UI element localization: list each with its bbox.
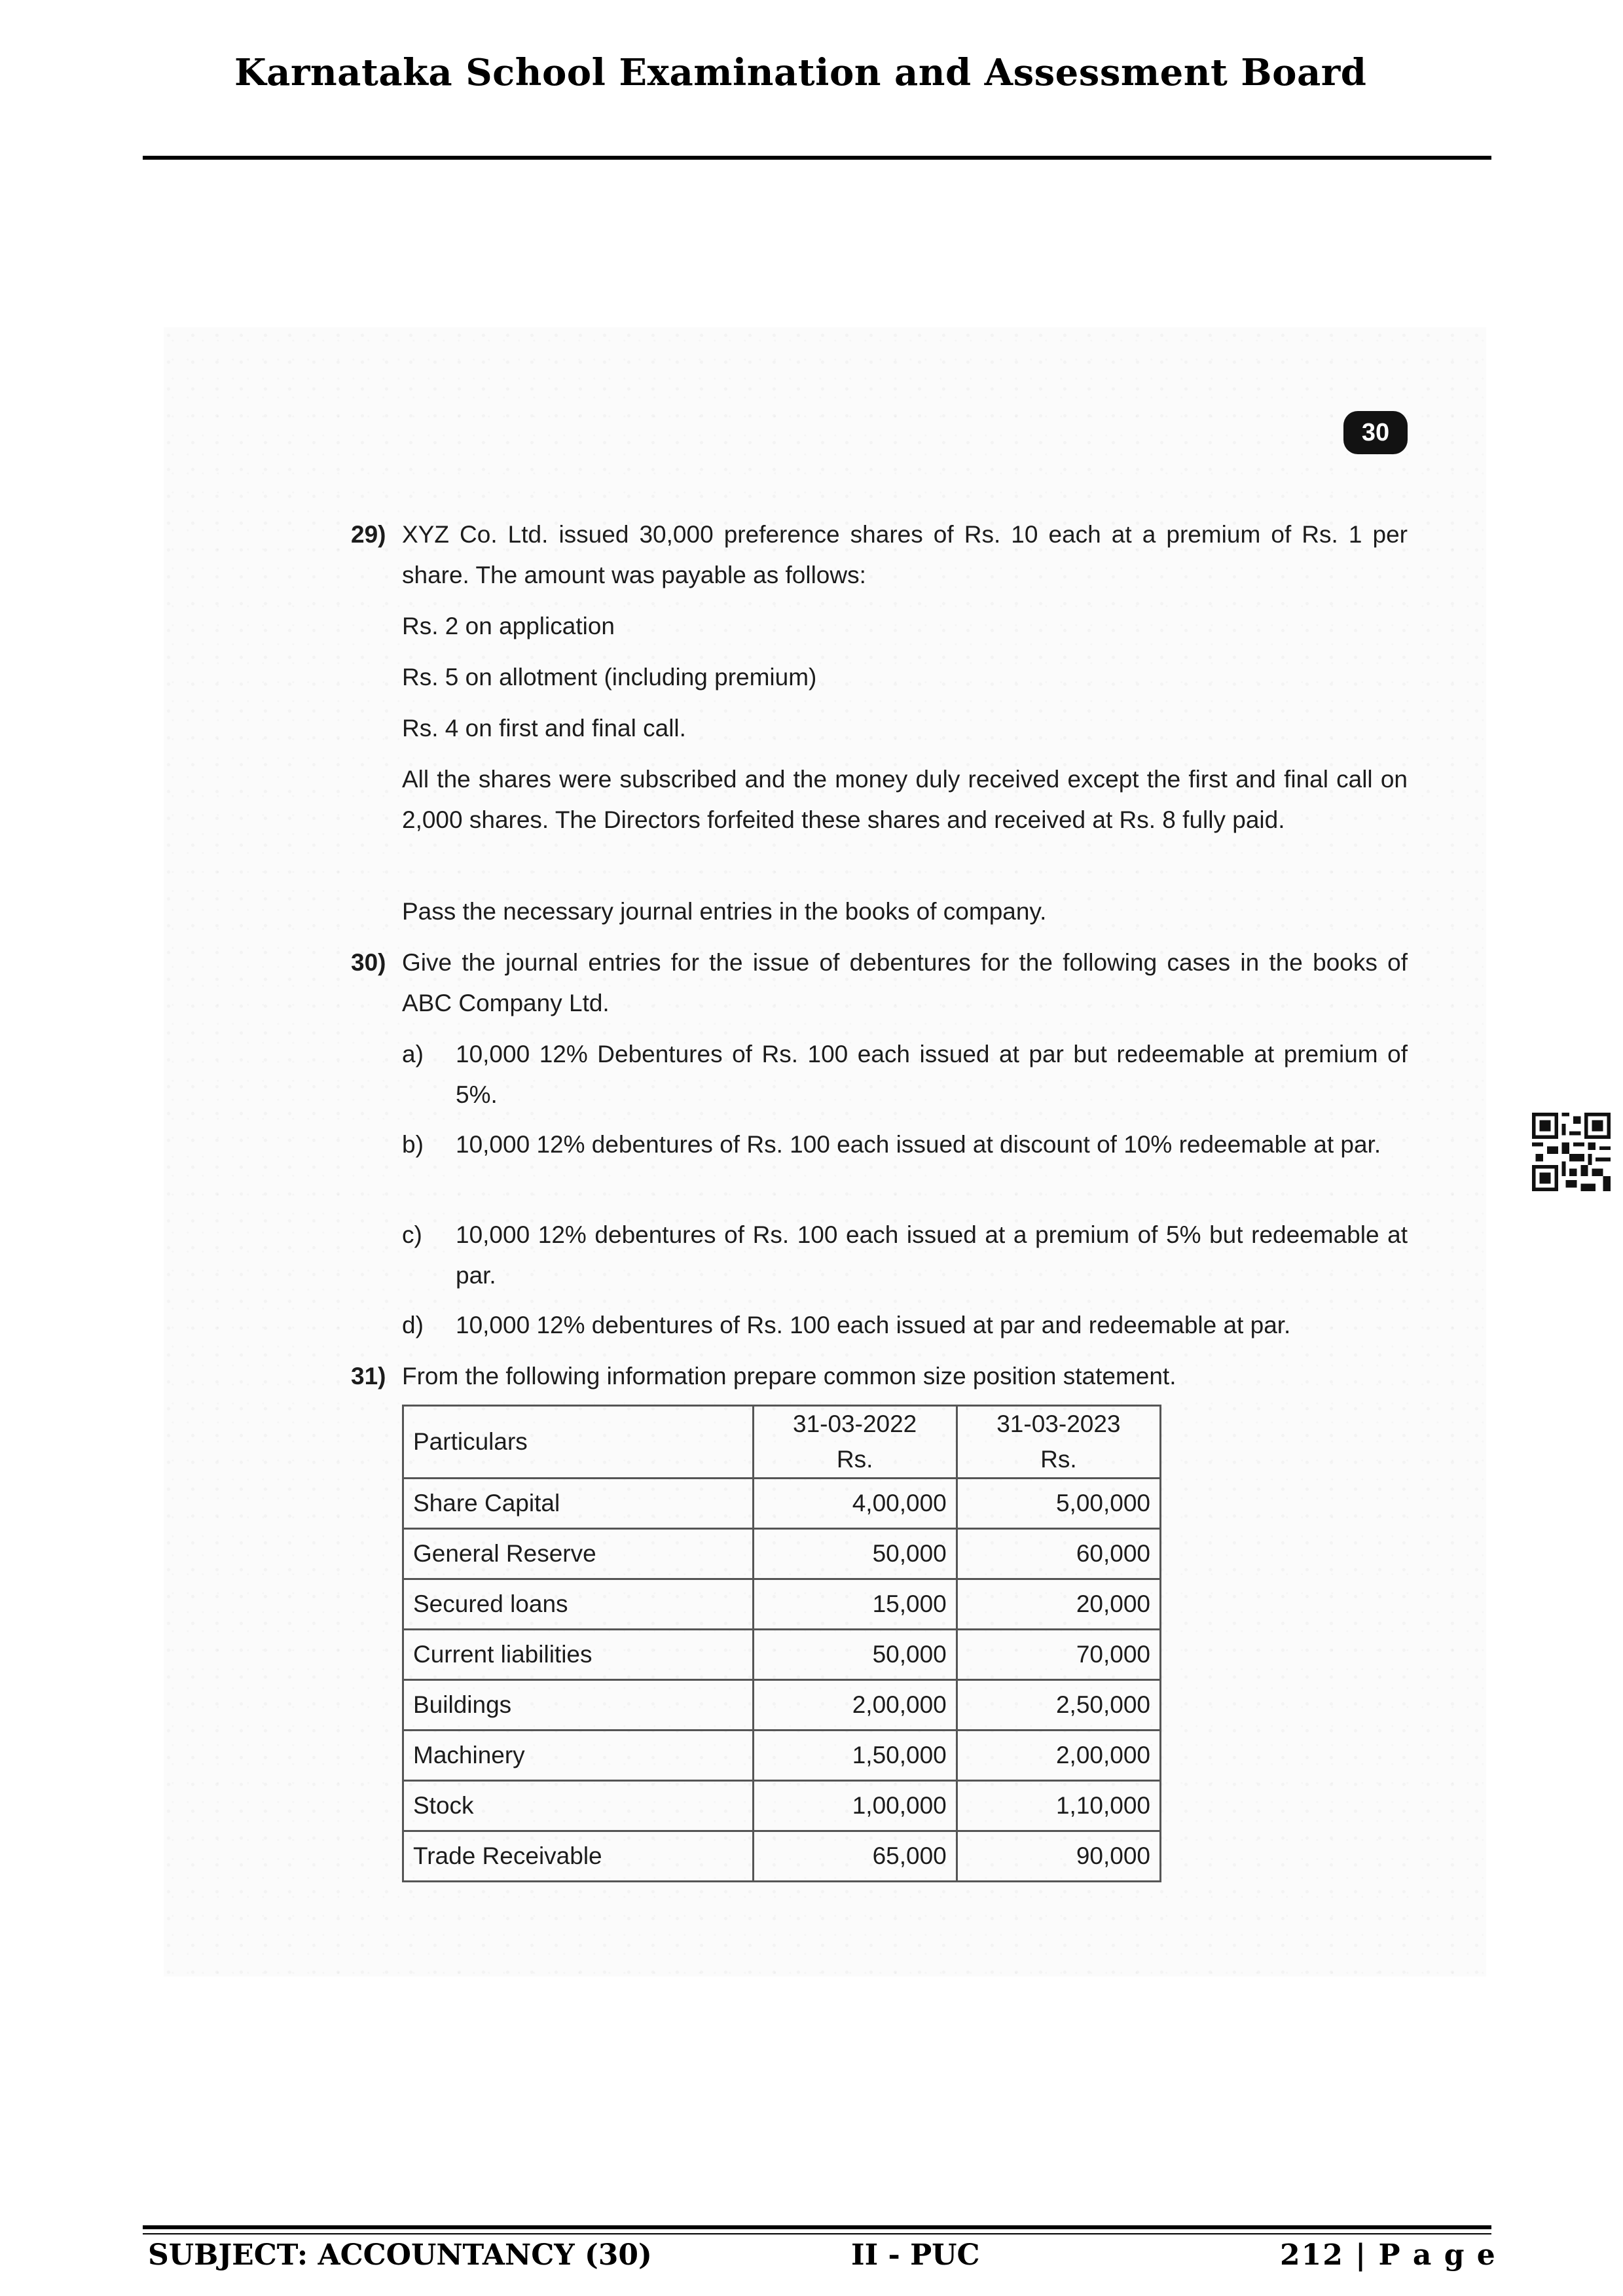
row-value-2023: 2,00,000	[957, 1731, 1160, 1781]
question-30-item-label: b)	[402, 1131, 424, 1158]
header-year-2022-unit: Rs.	[836, 1446, 873, 1473]
header-year-2022	[753, 1406, 957, 1479]
question-29-instruction: Pass the necessary journal entries in the books of company.	[402, 898, 1047, 925]
question-30-number: 30)	[351, 949, 386, 976]
row-value-2023: 20,000	[957, 1579, 1160, 1630]
row-particular: Trade Receivable	[403, 1831, 754, 1882]
row-value-2022: 1,50,000	[753, 1731, 957, 1781]
question-29-number: 29)	[351, 521, 386, 548]
qr-code-icon[interactable]	[1532, 1113, 1611, 1191]
table-row	[403, 1479, 1161, 1529]
header-particulars: Particulars	[403, 1406, 754, 1479]
row-particular: Secured loans	[403, 1579, 754, 1630]
table-header-row	[403, 1406, 1161, 1479]
question-31-number: 31)	[351, 1363, 386, 1390]
page-header-title: Karnataka School Examination and Assessment Board	[234, 51, 1367, 94]
question-30-item-text: 10,000 12% Debentures of Rs. 100 each issued at par but redeemable at premium of 5%.	[456, 1041, 1408, 1108]
row-particular: General Reserve	[403, 1529, 754, 1579]
row-particular: Buildings	[403, 1680, 754, 1731]
table-row	[403, 1831, 1161, 1882]
row-value-2022: 1,00,000	[753, 1781, 957, 1831]
table-row	[403, 1680, 1161, 1731]
row-value-2022: 4,00,000	[753, 1479, 957, 1529]
row-value-2023: 1,10,000	[957, 1781, 1160, 1831]
question-paper-page-badge: 30	[1343, 411, 1408, 454]
question-29-intro: XYZ Co. Ltd. issued 30,000 preference shares of Rs. 10 each at a premium of Rs. 1 per share. The amount was payable as follows:	[402, 521, 1408, 588]
question-30-item-text: 10,000 12% debentures of Rs. 100 each issued at par and redeemable at par.	[456, 1312, 1291, 1338]
question-30-item-label: a)	[402, 1041, 424, 1067]
question-30-item-label: d)	[402, 1312, 424, 1338]
position-statement-table	[402, 1405, 1161, 1882]
header-divider	[143, 156, 1491, 160]
question-31-intro: From the following information prepare common size position statement.	[402, 1363, 1176, 1390]
table-row	[403, 1579, 1161, 1630]
question-30-item-label: c)	[402, 1221, 422, 1248]
footer-page-number: 212 | P a g e	[1280, 2238, 1497, 2272]
table-row	[403, 1781, 1161, 1831]
footer-subject: SUBJECT: ACCOUNTANCY (30)	[148, 2238, 652, 2272]
row-value-2023: 5,00,000	[957, 1479, 1160, 1529]
row-value-2022: 15,000	[753, 1579, 957, 1630]
row-value-2023: 60,000	[957, 1529, 1160, 1579]
footer-divider-thin	[143, 2233, 1491, 2234]
question-30-intro: Give the journal entries for the issue of debentures for the following cases in the books of ABC Company Ltd.	[402, 949, 1408, 1016]
row-value-2022: 50,000	[753, 1630, 957, 1680]
table-row	[403, 1630, 1161, 1680]
row-particular: Stock	[403, 1781, 754, 1831]
header-year-2023-unit: Rs.	[1040, 1446, 1077, 1473]
table-row	[403, 1731, 1161, 1781]
question-29-call: Rs. 4 on first and final call.	[402, 715, 686, 742]
header-year-2022-date: 31-03-2022	[793, 1410, 917, 1437]
row-particular: Share Capital	[403, 1479, 754, 1529]
header-year-2023-date: 31-03-2023	[996, 1410, 1121, 1437]
row-value-2022: 2,00,000	[753, 1680, 957, 1731]
question-30-item-text: 10,000 12% debentures of Rs. 100 each issued at a premium of 5% but redeemable at par.	[456, 1221, 1408, 1289]
question-29-paragraph: All the shares were subscribed and the money duly received except the first and final call on 2,000 shares. The Directors forfeited these shares and received at Rs. 8 fully paid.	[402, 766, 1408, 833]
question-30-item-text: 10,000 12% debentures of Rs. 100 each issued at discount of 10% redeemable at par.	[456, 1131, 1381, 1158]
table-row	[403, 1529, 1161, 1579]
footer-divider	[143, 2225, 1491, 2229]
row-value-2022: 65,000	[753, 1831, 957, 1882]
question-29-application: Rs. 2 on application	[402, 613, 615, 639]
row-value-2023: 90,000	[957, 1831, 1160, 1882]
row-particular: Machinery	[403, 1731, 754, 1781]
footer-class: II - PUC	[851, 2238, 980, 2272]
row-particular: Current liabilities	[403, 1630, 754, 1680]
header-year-2023	[957, 1406, 1160, 1479]
question-29-allotment: Rs. 5 on allotment (including premium)	[402, 664, 817, 691]
row-value-2023: 70,000	[957, 1630, 1160, 1680]
row-value-2023: 2,50,000	[957, 1680, 1160, 1731]
row-value-2022: 50,000	[753, 1529, 957, 1579]
